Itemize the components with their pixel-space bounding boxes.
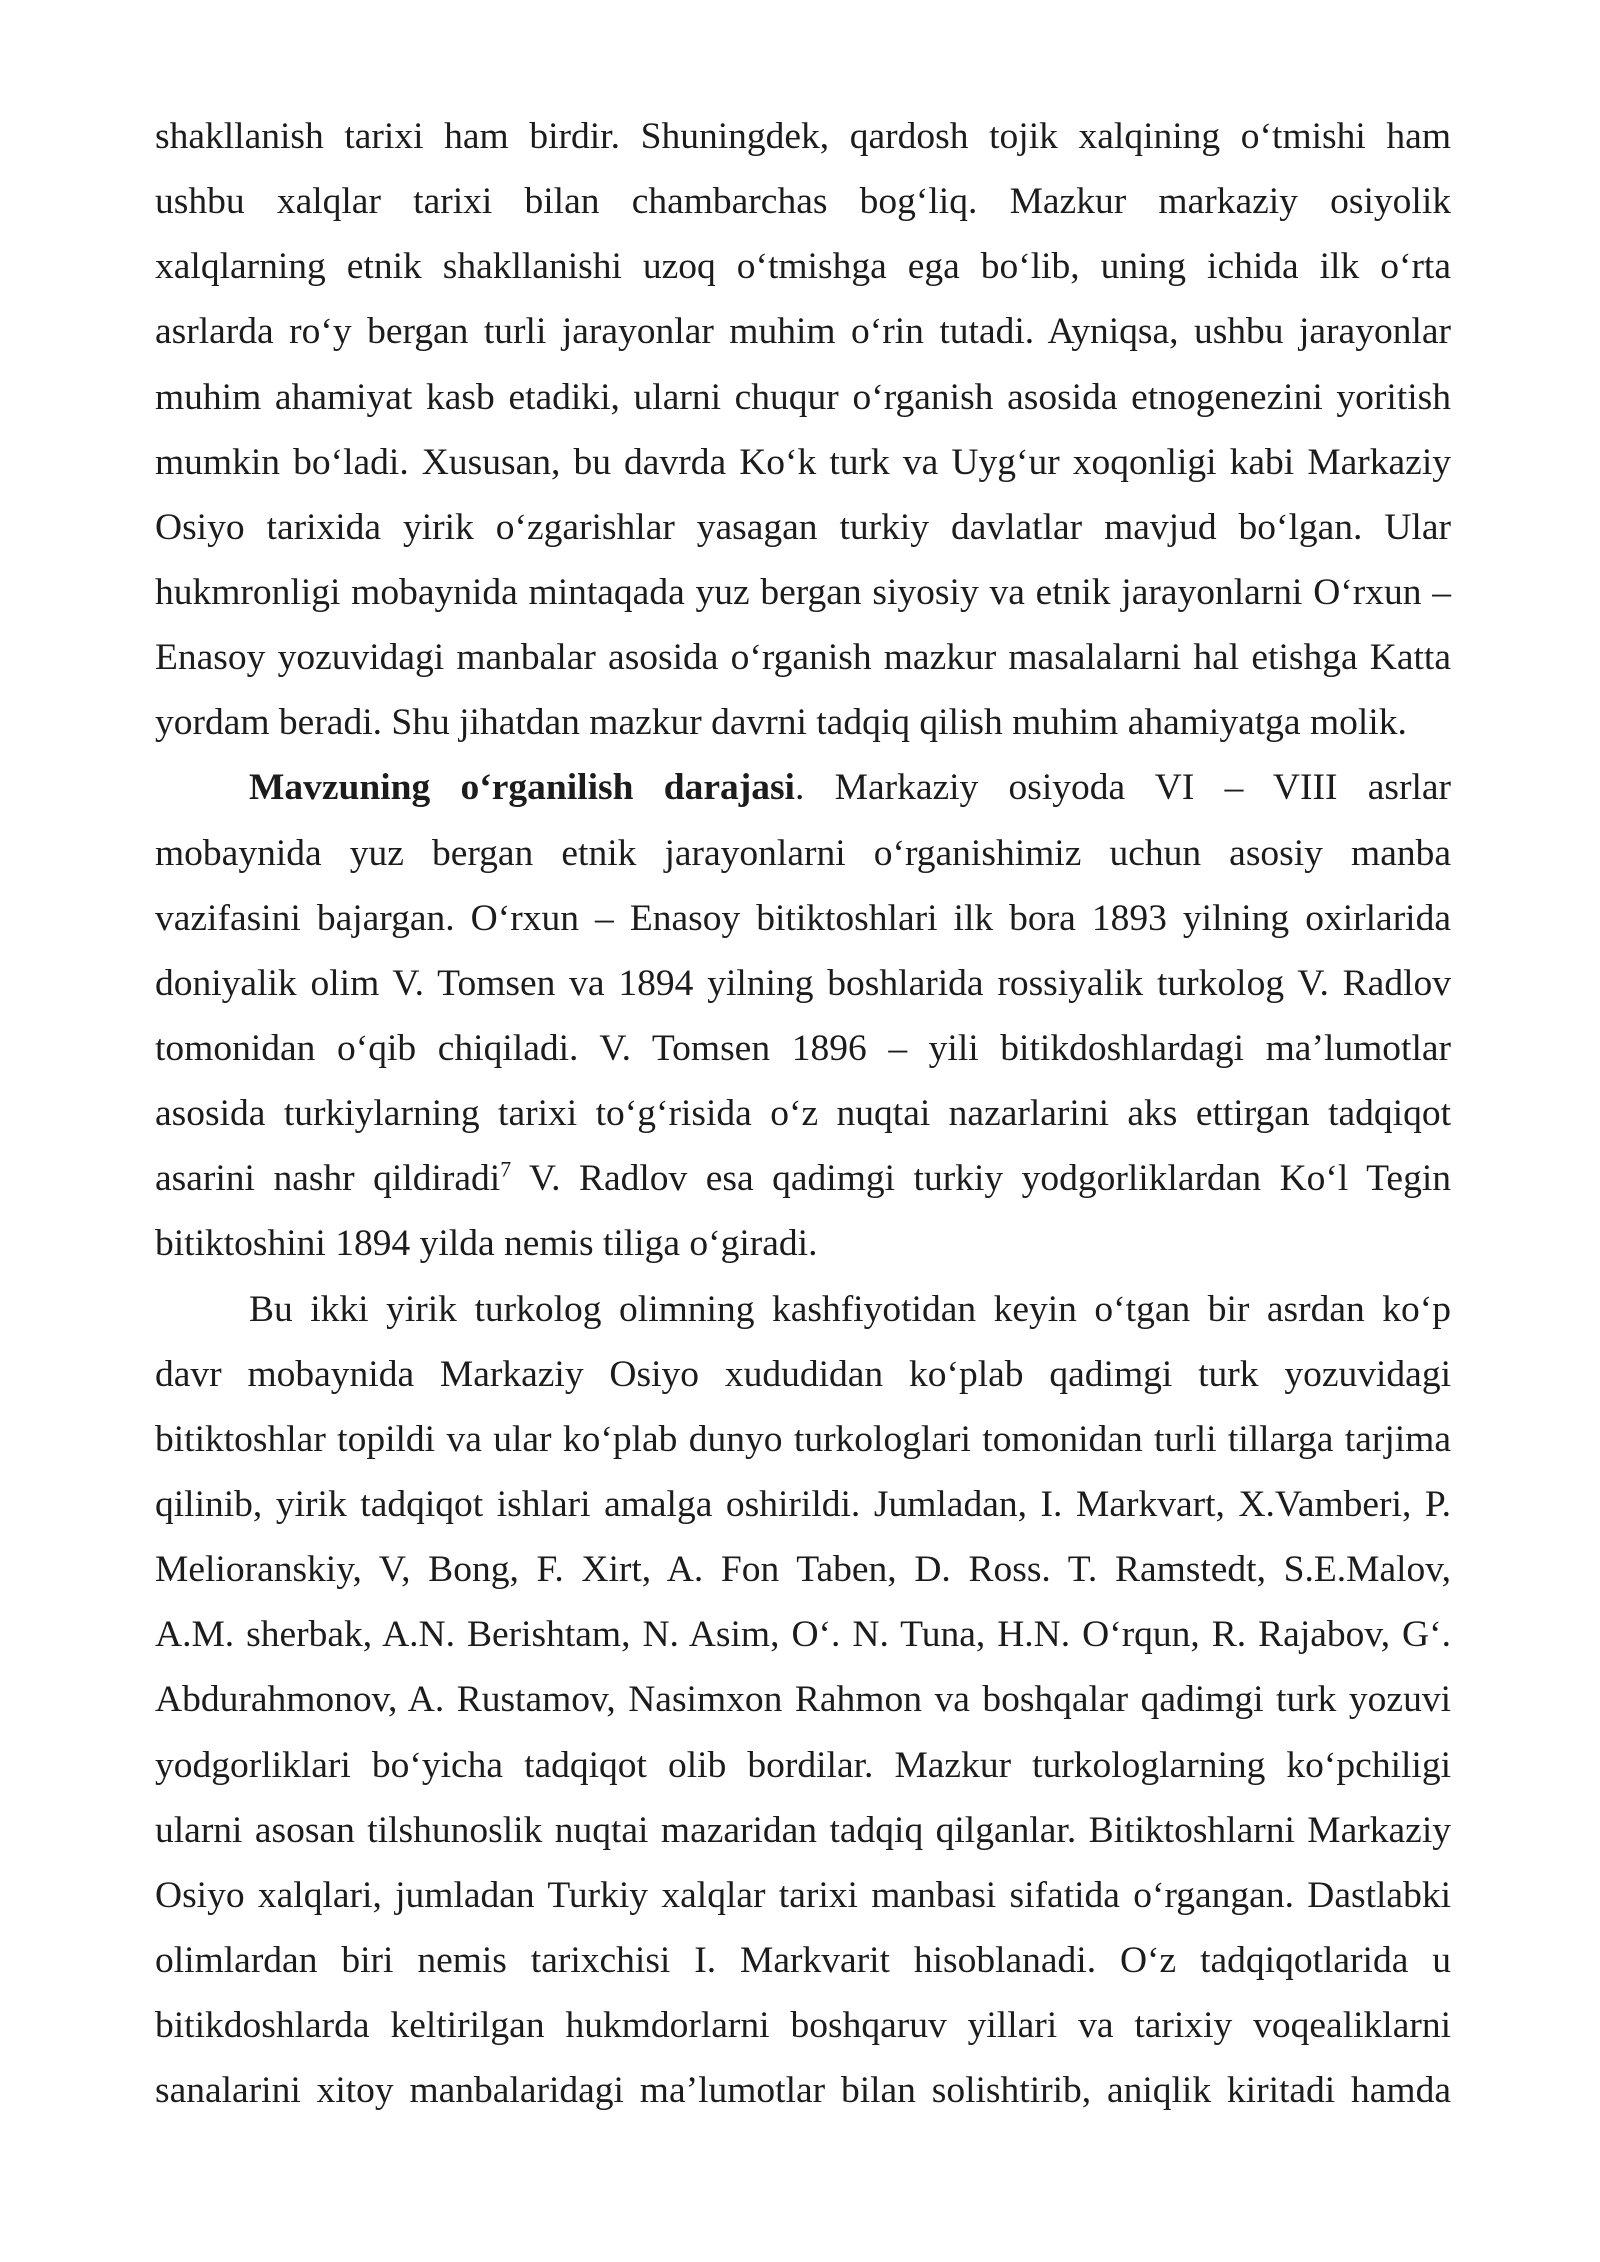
text-line: mumkin bo‘ladi. Xususan, bu davrda Ko‘k turk va Uyg‘ur xoqonligi kabi Markaziy xyxy=(155,441,1451,483)
text-line: davr mobaynida Markaziy Osiyo xududidan ko‘plab qadimgi turk yozuvidagi xyxy=(155,1353,1451,1395)
footnote-reference: 7 xyxy=(500,1157,512,1182)
text-run: asarini nashr qildiradi xyxy=(155,1158,501,1200)
paragraph xyxy=(155,755,1451,1276)
text-line: vazifasini bajargan. O‘rxun – Enasoy bitiktoshlari ilk bora 1893 yilning oxirlarida xyxy=(155,897,1451,939)
text-line: mobaynida yuz bergan etnik jarayonlarni o‘rganishimiz uchun asosiy manba xyxy=(155,832,1451,874)
text-line: A.M. sherbak, A.N. Berishtam, N. Asim, O‘. N. Tuna, H.N. O‘rqun, R. Rajabov, G‘. xyxy=(155,1614,1451,1656)
text-line: Osiyo xalqlari, jumladan Turkiy xalqlar tarixi manbasi sifatida o‘rgangan. Dastlabki xyxy=(155,1874,1451,1916)
text-line: olimlardan biri nemis tarixchisi I. Markvarit hisoblanadi. O‘z tadqiqotlarida u xyxy=(155,1939,1451,1981)
text-line: ushbu xalqlar tarixi bilan chambarchas bog‘liq. Mazkur markaziy osiyolik xyxy=(155,181,1451,223)
section-heading: Mavzuning o‘rganilish darajasi xyxy=(249,767,795,809)
paragraph xyxy=(155,1277,1451,2124)
text-line xyxy=(155,1146,1451,1211)
text-line: Enasoy yozuvidagi manbalar asosida o‘rganish mazkur masalalarni hal etishga Katta xyxy=(155,637,1451,679)
text-line: doniyalik olim V. Tomsen va 1894 yilning boshlarida rossiyalik turkolog V. Radlov xyxy=(155,962,1451,1004)
text-line: Abdurahmonov, A. Rustamov, Nasimxon Rahmon va boshqalar qadimgi turk yozuvi xyxy=(155,1679,1451,1721)
text-line: Bu ikki yirik turkolog olimning kashfiyotidan keyin o‘tgan bir asrdan ko‘p xyxy=(249,1288,1451,1330)
text-line: shakllanish tarixi ham birdir. Shuningdek, qardosh tojik xalqining o‘tmishi ham xyxy=(155,116,1451,157)
text-line: Osiyo tarixida yirik o‘zgarishlar yasagan turkiy davlatlar mavjud bo‘lgan. Ular xyxy=(155,506,1451,548)
paragraph xyxy=(155,104,1451,755)
text-line: ularni asosan tilshunoslik nuqtai mazaridan tadqiq qilganlar. Bitiktoshlarni Markaziy xyxy=(155,1809,1451,1851)
text-line: asosida turkiylarning tarixi to‘g‘risida o‘z nuqtai nazarlarini aks ettirgan tadqiqot xyxy=(155,1093,1451,1135)
text-line: qilinib, yirik tadqiqot ishlari amalga oshirildi. Jumladan, I. Markvart, X.Vamberi, P. xyxy=(155,1483,1451,1525)
text-run: V. Radlov esa qadimgi turkiy yodgorliklardan Ko‘l Tegin xyxy=(511,1158,1451,1200)
text-line: Melioranskiy, V, Bong, F. Xirt, A. Fon Taben, D. Ross. T. Ramstedt, S.E.Malov, xyxy=(155,1549,1451,1591)
text-line: hukmronligi mobaynida mintaqada yuz bergan siyosiy va etnik jarayonlarni O‘rxun – xyxy=(155,571,1451,613)
body-text xyxy=(155,104,1451,2123)
text-run: . Markaziy osiyoda VI – VIII asrlar xyxy=(794,767,1452,809)
text-line: tomonidan o‘qib chiqiladi. V. Tomsen 1896 – yili bitikdoshlardagi ma’lumotlar xyxy=(155,1027,1451,1069)
text-line: sanalarini xitoy manbalaridagi ma’lumotlar bilan solishtirib, aniqlik kiritadi hamda xyxy=(155,2070,1451,2112)
text-line: bitiktoshini 1894 yilda nemis tiliga o‘giradi. xyxy=(155,1223,818,1265)
text-line: bitiktoshlar topildi va ular ko‘plab dunyo turkologlari tomonidan turli tillarga tarjima xyxy=(155,1418,1451,1460)
text-line: muhim ahamiyat kasb etadiki, ularni chuqur o‘rganish asosida etnogenezini yoritish xyxy=(155,376,1451,418)
text-line xyxy=(155,755,1451,820)
text-line: xalqlarning etnik shakllanishi uzoq o‘tmishga ega bo‘lib, uning ichida ilk o‘rta xyxy=(155,246,1451,288)
text-line: yordam beradi. Shu jihatdan mazkur davrni tadqiq qilish muhim ahamiyatga molik. xyxy=(155,702,1407,744)
text-line: asrlarda ro‘y bergan turli jarayonlar muhim o‘rin tutadi. Ayniqsa, ushbu jarayonlar xyxy=(155,311,1451,353)
text-line: bitikdoshlarda keltirilgan hukmdorlarni boshqaruv yillari va tarixiy voqealiklarni xyxy=(155,2005,1451,2047)
text-line: yodgorliklari bo‘yicha tadqiqot olib bordilar. Mazkur turkologlarning ko‘pchiligi xyxy=(155,1744,1451,1786)
